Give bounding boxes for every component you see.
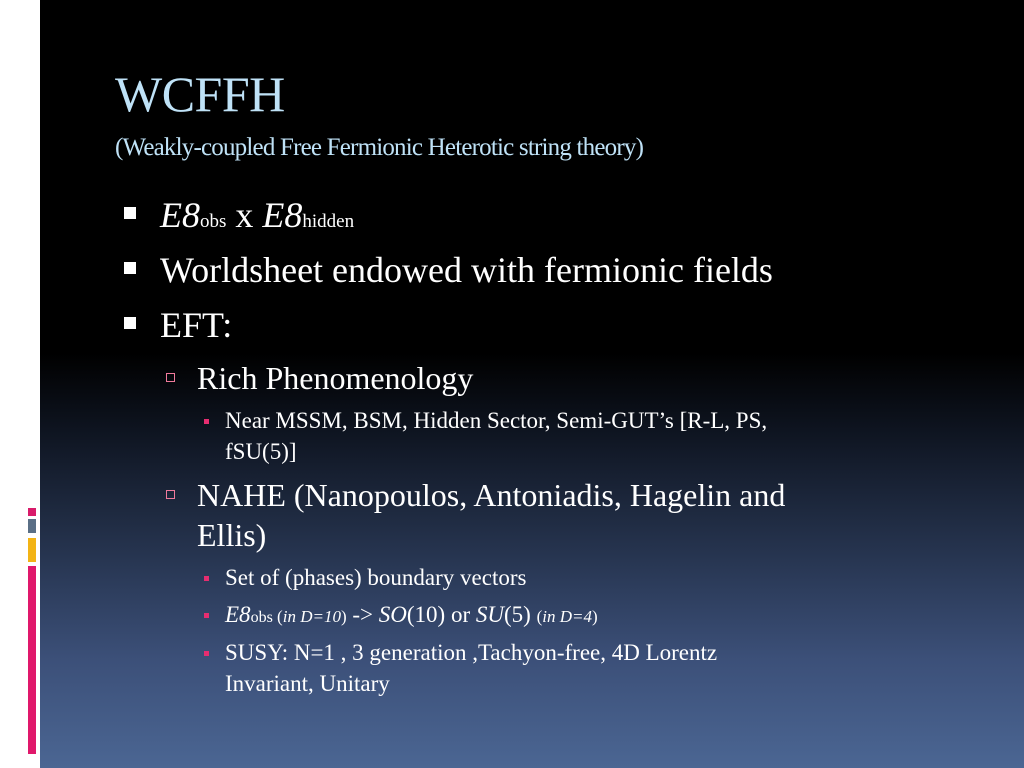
bullet-small-square-icon xyxy=(204,419,209,424)
su-symbol: SU xyxy=(475,602,504,627)
times-sign: x xyxy=(226,195,263,235)
bullet-nahe-line1: NAHE (Nanopoulos, Antoniadis, Hagelin and xyxy=(197,477,786,513)
accent-bar-yellow xyxy=(28,538,36,562)
slide-title: WCFFH xyxy=(115,66,285,122)
bullet-near-mssm-line1: Near MSSM, BSM, Hidden Sector, Semi-GUT’s [R-L, PS, xyxy=(225,408,768,433)
note-paren: ) xyxy=(591,607,598,626)
hidden-subscript: hidden xyxy=(302,211,355,232)
arrow-text: -> xyxy=(346,602,379,627)
note-paren: ( xyxy=(272,607,283,626)
bullet-square-icon xyxy=(124,262,136,274)
su-argument: (5) xyxy=(504,602,537,627)
bullet-near-mssm-line2: fSU(5)] xyxy=(225,439,297,464)
bullet-nahe-line2: Ellis) xyxy=(197,517,267,553)
e8-symbol: E8 xyxy=(225,602,251,627)
bullet-susy-line1: SUSY: N=1 , 3 generation ,Tachyon-free, 4D Lorentz xyxy=(225,640,718,665)
accent-bar-pink-small xyxy=(28,508,36,516)
bullet-e8-x-e8 xyxy=(160,194,354,243)
bullet-symmetry-breaking xyxy=(225,600,598,633)
bullet-worldsheet: Worldsheet endowed with fermionic fields xyxy=(160,250,773,290)
bullet-susy-line2: Invariant, Unitary xyxy=(225,671,390,696)
bullet-small-square-icon xyxy=(204,576,209,581)
e8-symbol: E8 xyxy=(262,195,303,235)
bullet-hollow-square-icon xyxy=(166,373,175,382)
note-paren: ) xyxy=(340,607,347,626)
bullet-square-icon xyxy=(124,207,136,219)
bullet-square-icon xyxy=(124,317,136,329)
note-paren: ( xyxy=(536,607,543,626)
accent-bar-pink xyxy=(28,566,36,754)
slide-subtitle: (Weakly-coupled Free Fermionic Heterotic string theory) xyxy=(115,134,644,161)
dimension-note: in D=4 xyxy=(542,607,592,626)
so-argument: (10) or xyxy=(406,602,476,627)
obs-subscript: obs xyxy=(200,211,227,232)
obs-subscript: obs xyxy=(250,609,273,626)
bullet-rich-phenomenology: Rich Phenomenology xyxy=(197,360,474,396)
bullet-set-of-vectors: Set of (phases) boundary vectors xyxy=(225,565,527,590)
bullet-small-square-icon xyxy=(204,651,209,656)
accent-bar-gray xyxy=(28,519,36,533)
bullet-eft: EFT: xyxy=(160,305,233,345)
dimension-note: in D=10 xyxy=(282,607,341,626)
so-symbol: SO xyxy=(378,602,407,627)
e8-symbol: E8 xyxy=(160,195,200,235)
bullet-hollow-square-icon xyxy=(166,490,175,499)
bullet-small-square-icon xyxy=(204,613,209,618)
